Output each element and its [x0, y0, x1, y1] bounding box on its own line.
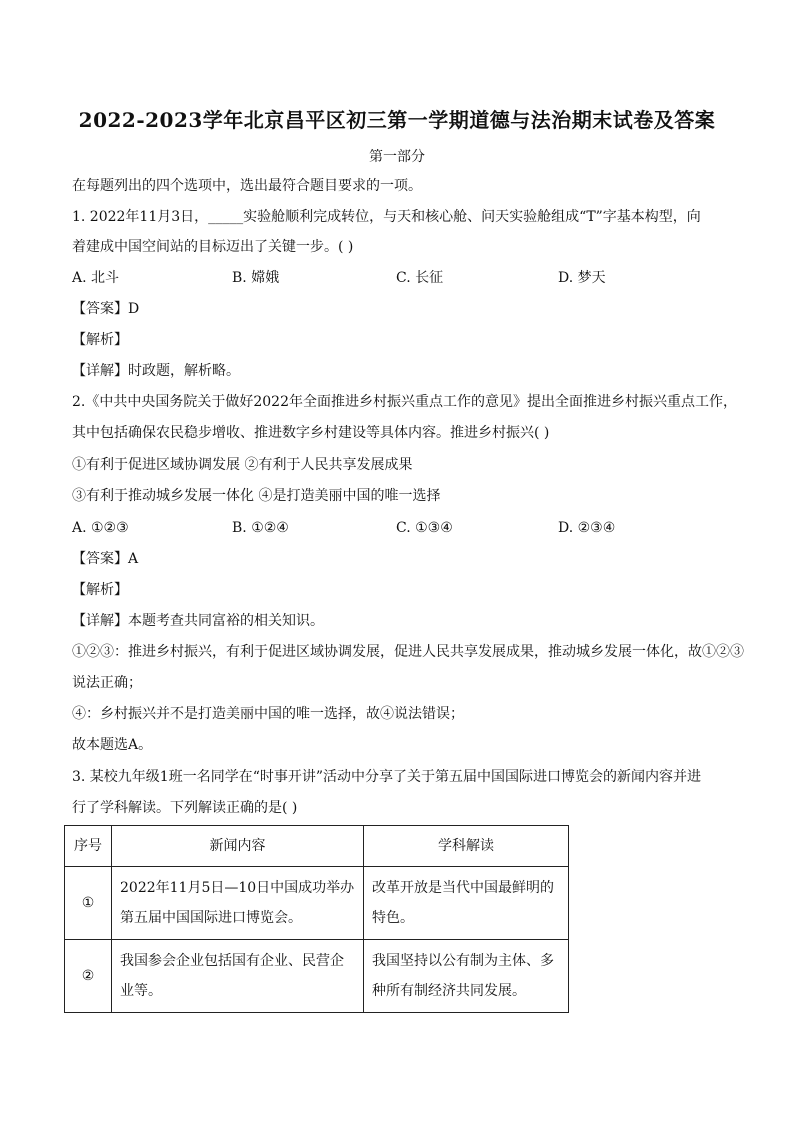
- table-row: [65, 940, 569, 1013]
- q1-detail: 【详解】时政题，解析略。: [72, 363, 240, 379]
- part-heading: 第一部分: [369, 149, 425, 165]
- header-news-content: 新闻内容: [112, 826, 364, 867]
- q1-option-d: D. 梦天: [558, 270, 606, 286]
- header-index: 序号: [65, 826, 112, 867]
- q1-option-b: B. 嫦娥: [232, 270, 280, 286]
- q3-stem-line2: 行了学科解读。下列解读正确的是( ): [72, 800, 298, 816]
- q2-explanation-line2: 说法正确；: [72, 675, 142, 691]
- row-index: ②: [65, 940, 112, 1013]
- q2-option-c: C. ①③④: [396, 520, 453, 536]
- q2-items-3-4: ③有利于推动城乡发展一体化 ④是打造美丽中国的唯一选择: [72, 488, 441, 504]
- news-table: [64, 825, 569, 1013]
- q2-detail: 【详解】本题考查共同富裕的相关知识。: [72, 613, 324, 629]
- q2-analysis-label: 【解析】: [72, 582, 128, 598]
- q2-stem-line1: 2.《中共中央国务院关于做好2022年全面推进乡村振兴重点工作的意见》提出全面推进乡村振兴重点工作，: [72, 394, 737, 410]
- q1-stem-line1: 1. 2022年11月3日，_____实验舱顺利完成转位，与天和核心舱、问天实验舱组成“T”字基本构型，向: [72, 209, 701, 225]
- q2-items-1-2: ①有利于促进区域协调发展 ②有利于人民共享发展成果: [72, 457, 413, 473]
- header-subject-interpretation: 学科解读: [364, 826, 569, 867]
- row-index: ①: [65, 867, 112, 940]
- q1-analysis-label: 【解析】: [72, 332, 128, 348]
- page-title: 2022-2023学年北京昌平区初三第一学期道德与法治期末试卷及答案: [78, 108, 716, 132]
- q2-explanation-line1: ①②③：推进乡村振兴，有利于促进区域协调发展，促进人民共享发展成果，推动城乡发展一体化，故①②③: [72, 644, 744, 660]
- q2-explanation-line3: ④：乡村振兴并不是打造美丽中国的唯一选择，故④说法错误；: [72, 706, 464, 722]
- q2-conclusion: 故本题选A。: [72, 737, 153, 753]
- q2-option-b: B. ①②④: [232, 520, 289, 536]
- q1-stem-line2: 着建成中国空间站的目标迈出了关键一步。( ): [72, 239, 354, 255]
- q1-option-a: A. 北斗: [72, 270, 120, 286]
- q1-answer: 【答案】D: [72, 301, 140, 317]
- row-news-content: 我国参会企业包括国有企业、民营企业等。: [112, 940, 364, 1013]
- q2-stem-line2: 其中包括确保农民稳步增收、推进数字乡村建设等具体内容。推进乡村振兴( ): [72, 425, 550, 441]
- q1-option-c: C. 长征: [396, 270, 444, 286]
- q2-option-d: D. ②③④: [558, 520, 616, 536]
- table-row: [65, 867, 569, 940]
- instruction-text: 在每题列出的四个选项中，选出最符合题目要求的一项。: [72, 178, 422, 194]
- q3-stem-line1: 3. 某校九年级1班一名同学在“时事开讲”活动中分享了关于第五届中国国际进口博览会的新闻内容并进: [72, 769, 702, 785]
- q2-option-a: A. ①②③: [72, 520, 129, 536]
- row-news-content: 2022年11月5日—10日中国成功举办第五届中国国际进口博览会。: [112, 867, 364, 940]
- row-interpretation: 我国坚持以公有制为主体、多种所有制经济共同发展。: [364, 940, 569, 1013]
- q2-answer: 【答案】A: [72, 551, 139, 567]
- row-interpretation: 改革开放是当代中国最鲜明的特色。: [364, 867, 569, 940]
- table-header-row: [65, 826, 569, 867]
